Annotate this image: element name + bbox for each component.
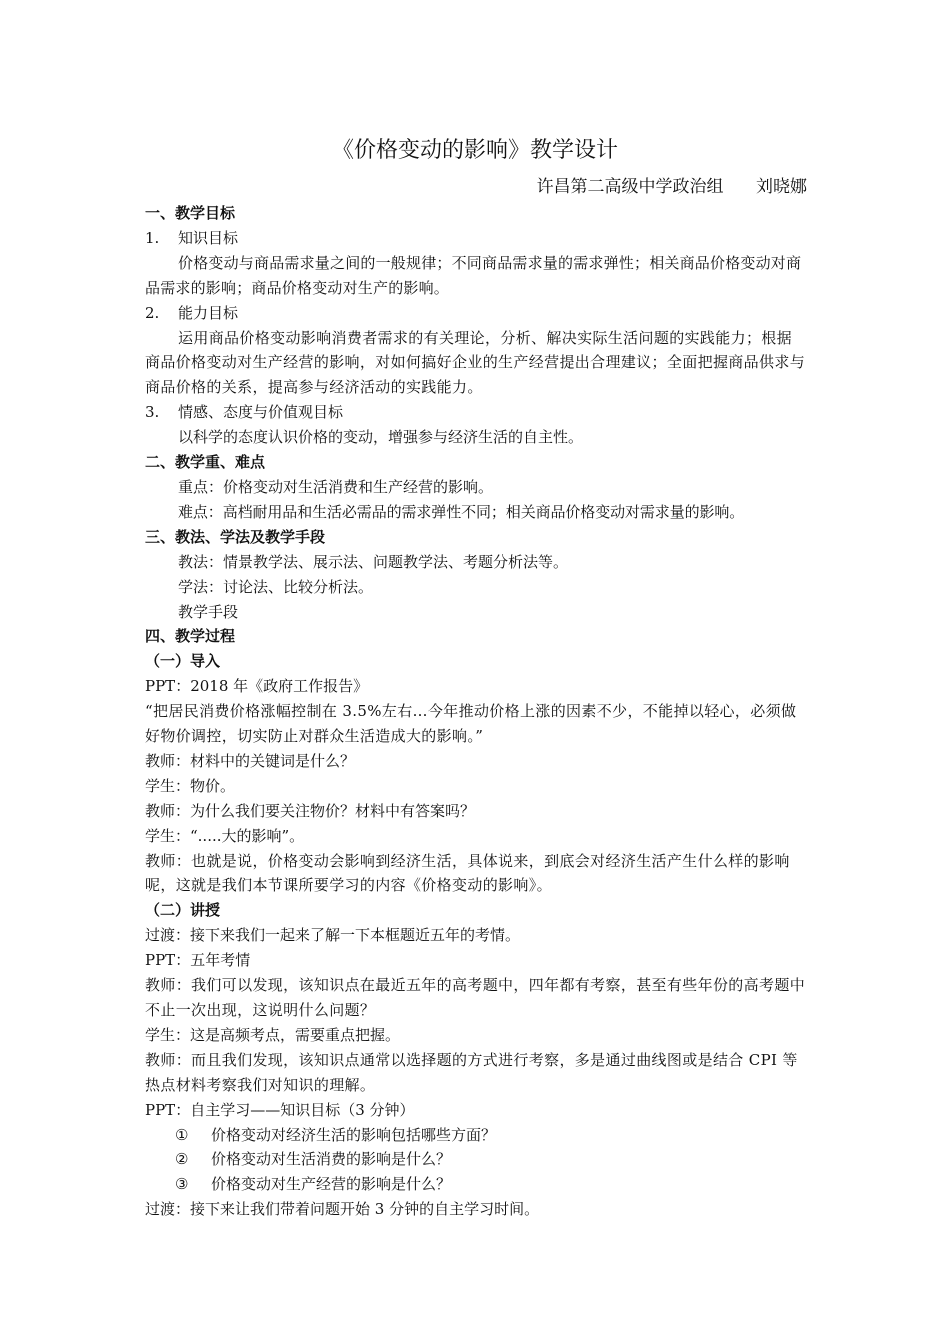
subsection-heading-lecture: （二）讲授 [145, 901, 221, 920]
question-text: 价格变动对生产经营的影响是什么？ [211, 1175, 452, 1194]
objective-label: 情感、态度与价值观目标 [178, 403, 344, 422]
paragraph: PPT：五年考情 [145, 951, 251, 970]
paragraph: 过渡：接下来让我们带着问题开始 3 分钟的自主学习时间。 [145, 1200, 540, 1219]
objective-ability [145, 301, 807, 326]
paragraph: 学生：“.....大的影响”。 [145, 826, 305, 845]
list-item [145, 1172, 807, 1197]
list-item [145, 1147, 807, 1172]
question-text: 价格变动对经济生活的影响包括哪些方面？ [211, 1125, 497, 1144]
key-point-text: 重点：价格变动对生活消费和生产经营的影响。 [178, 477, 494, 496]
paragraph: “把居民消费价格涨幅控制在 3.5%左右…今年推动价格上涨的因素不少，不能掉以轻心，必须做好物价调控，切实防止对群众生活造成大的影响。” [145, 702, 797, 746]
list-marker: ② [175, 1150, 189, 1169]
list-number: 1. [145, 228, 160, 247]
question-text: 价格变动对生活消费的影响是什么？ [211, 1150, 452, 1169]
paragraph: 教师：而且我们发现，该知识点通常以选择题的方式进行考察，多是通过曲线图或是结合 CPI 等热点材料考察我们对知识的理解。 [145, 1050, 798, 1094]
objective-attitude [145, 400, 807, 425]
paragraph: PPT：2018 年《政府工作报告》 [145, 677, 369, 696]
list-number: 3. [145, 403, 160, 422]
objective-knowledge [145, 226, 807, 251]
section-heading-objectives: 一、教学目标 [145, 204, 236, 222]
list-item [145, 1123, 807, 1148]
objective-label: 能力目标 [178, 303, 239, 322]
objective-ability-text: 运用商品价格变动影响消费者需求的有关理论，分析、解决实际生活问题的实践能力；根据商品价格变动对生产经营的影响，对如何搞好企业的生产经营提出合理建议；全面把握商品供求与商品价格的关系，提高参与经济活动的实践能力。 [145, 328, 806, 397]
subsection-heading-intro: （一）导入 [145, 652, 221, 671]
document-title: 《价格变动的影响》教学设计 [331, 138, 618, 163]
section-heading-process: 四、教学过程 [145, 627, 236, 646]
paragraph: 教师：为什么我们要关注物价？材料中有答案吗？ [145, 801, 476, 820]
objective-label: 知识目标 [178, 228, 239, 247]
teaching-means-text: 教学手段 [178, 602, 239, 621]
paragraph: 过渡：接下来我们一起来了解一下本框题近五年的考情。 [145, 926, 521, 945]
paragraph: 教师：我们可以发现，该知识点在最近五年的高考题中，四年都有考察，甚至有些年份的高考题中不止一次出现，这说明什么问题？ [145, 976, 806, 1019]
paragraph: 学生：物价。 [145, 776, 236, 795]
section-heading-key-points: 二、教学重、难点 [145, 453, 266, 472]
teaching-method-text: 教法：情景教学法、展示法、问题教学法、考题分析法等。 [178, 552, 569, 571]
objective-attitude-text: 以科学的态度认识价格的变动，增强参与经济生活的自主性。 [178, 428, 584, 447]
author-line: 许昌第二高级中学政治组 刘晓娜 [536, 177, 807, 197]
list-marker: ③ [175, 1175, 189, 1194]
document-body [145, 201, 807, 1222]
list-marker: ① [175, 1125, 189, 1144]
list-number: 2. [145, 303, 160, 322]
objective-knowledge-text: 价格变动与商品需求量之间的一般规律；不同商品需求量的需求弹性；相关商品价格变动对商品需求的影响；商品价格变动对生产的影响。 [145, 253, 802, 297]
paragraph: 学生：这是高频考点，需要重点把握。 [145, 1025, 401, 1044]
paragraph: PPT：自主学习——知识目标（3 分钟） [145, 1100, 415, 1119]
paragraph: 教师：材料中的关键词是什么？ [145, 751, 356, 770]
paragraph: 教师：也就是说，价格变动会影响到经济生活，具体说来，到底会对经济生活产生什么样的影响呢，这就是我们本节课所要学习的内容《价格变动的影响》。 [145, 851, 790, 895]
section-heading-methods: 三、教法、学法及教学手段 [145, 527, 326, 546]
difficult-point-text: 难点：高档耐用品和生活必需品的需求弹性不同；相关商品价格变动对需求量的影响。 [178, 502, 745, 521]
learning-method-text: 学法：讨论法、比较分析法。 [178, 577, 374, 596]
